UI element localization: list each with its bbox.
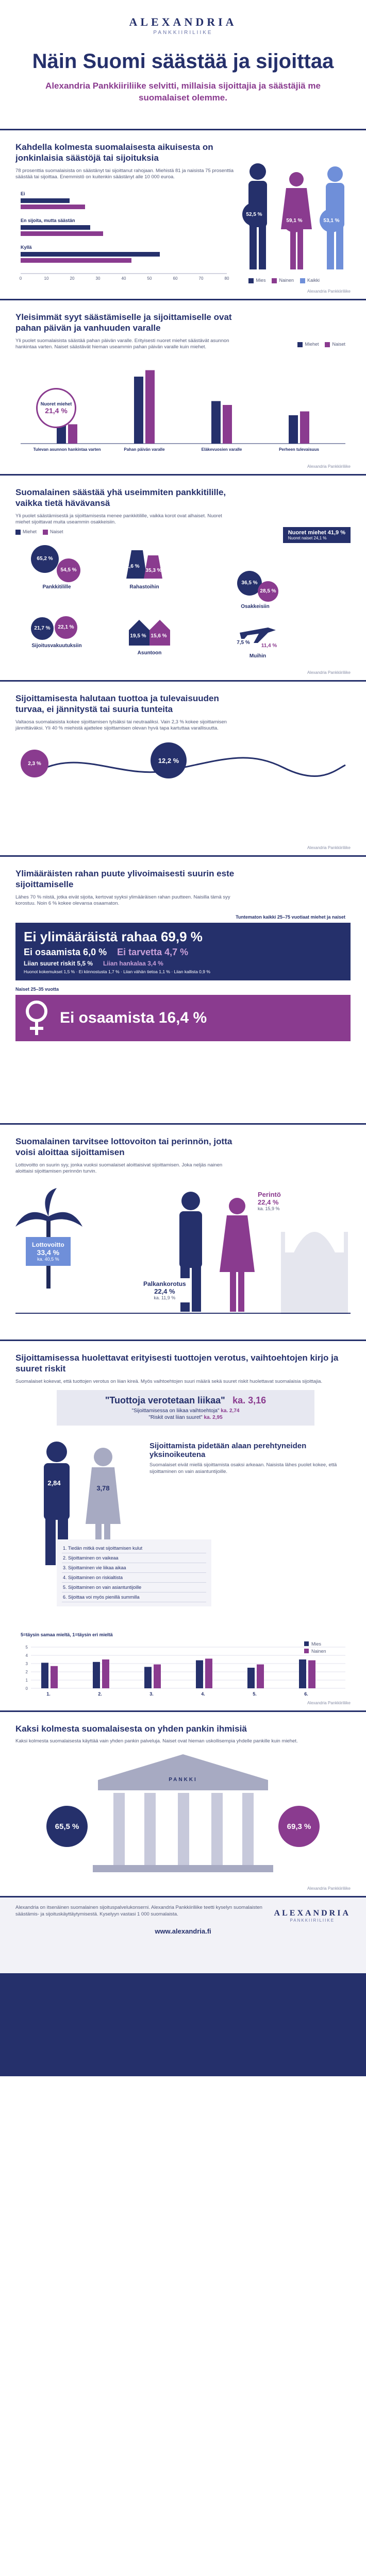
quote1-text: "Tuottoja verotetaan liikaa" (105, 1395, 225, 1406)
inherit-value: 22,4 % (258, 1198, 279, 1207)
tick-label: 0 (19, 276, 22, 281)
callout-title: Nuoret miehet (40, 401, 72, 406)
bar (196, 1660, 203, 1688)
women-label: Naiset 25–35 vuotta (15, 987, 59, 992)
legend-label: Nainen (311, 1649, 326, 1654)
house-label: Asuntoon (137, 650, 162, 656)
quote3-text: "Riskit ovat liian suuret" (148, 1415, 203, 1421)
section-title: Kahdella kolmesta suomalaisesta aikuisesta on jonkinlaisia säästöjä tai sijoituksia (15, 142, 213, 163)
inherit-label: Perintö (258, 1191, 281, 1199)
bar (205, 1659, 212, 1689)
category-label: 1. (46, 1691, 51, 1697)
left-value: 2,84 (47, 1479, 61, 1487)
legend (248, 278, 320, 283)
bar (134, 377, 143, 444)
section-body: Lottovoitto on suurin syy, jonka vuoksi suomalaiset aloittaisivat sijoittamisen. Joka neljäs nainen aloittaisi sijoittamisen perinnön turvin. (15, 1162, 223, 1175)
section-body: Kaksi kolmesta suomalaisesta käyttää vain yhden pankin palveluja. Naiset ovat hieman uskollisempia yhdelle pankille kuin miehet. (15, 1738, 298, 1744)
section-barriers (0, 855, 366, 1123)
list-item: 3. Sijoittaminen vie liikaa aikaa (62, 1563, 206, 1573)
insurance-label: Sijoitusvakuutuksiin (31, 642, 82, 649)
legend-women: Naiset (332, 342, 345, 347)
footnote: Alexandria Pankkiiriliike (307, 670, 351, 675)
bar (21, 225, 90, 230)
purple-band (15, 995, 351, 1041)
bar (257, 1665, 264, 1688)
section-body: Yli puolet suomalaisista säästää pahan päivän varalle. Erityisesti nuoret miehet säästävät asunnon hankintaa varten. Naiset säästävät hieman useammin pahan päivän varalle kuin miehet. (15, 337, 229, 350)
insurance-men-value: 21,7 % (31, 617, 54, 640)
fund-men-value: 42,6 % (123, 564, 140, 570)
main-line: Ei ylimääräistä rahaa 69,9 % (24, 929, 203, 945)
other-men-value: 7,5 % (237, 640, 250, 646)
footer-logo-main: ALEXANDRIA (274, 1909, 351, 1918)
inherit-box (258, 1191, 281, 1211)
section-title: Sijoittamisessa huolettavat erityisesti tuottojen verotus, vaihtoehtojen kirjo ja suuret riskit (15, 1353, 339, 1374)
triggers-scene (15, 1180, 351, 1319)
women-value: Ei osaamista 16,4 % (60, 1009, 207, 1027)
list-item: 6. Sijoittaa voi myös pienillä summilla (62, 1592, 206, 1602)
footer-logo-sub: PANKKIIRILIIKE (290, 1918, 335, 1923)
list-title: Sijoittamista pidetään alaan perehtyneiden yksinoikeutena (149, 1442, 307, 1460)
category-label: Perheen tulevaisuus (279, 447, 319, 452)
category-label: Kyllä (21, 245, 32, 250)
tick-label: 5 (25, 1645, 28, 1650)
list-item: 1. Tiedän mitkä ovat sijoittamisen kulut (62, 1544, 206, 1553)
stocks-men-value: 36,5 % (237, 571, 262, 596)
line2-right: Ei tarvetta 4,7 % (117, 947, 189, 958)
section-reasons (0, 299, 366, 474)
tick-label: 60 (173, 276, 178, 281)
tick-label: 4 (25, 1653, 28, 1658)
raise-value: 22,4 % (154, 1287, 175, 1296)
tick-label: 3 (25, 1662, 28, 1667)
footnote: Alexandria Pankkiiriliike (307, 289, 351, 294)
legend-swatch (304, 1641, 309, 1646)
logo-sub: PANKKIIRILIIKE (153, 30, 213, 36)
tick-label: 10 (44, 276, 49, 281)
section-body: Lähes 70 % niistä, jotka eivät sijoita, kertovat syyksi ylimääräisen rahan puutteen. Naisilla tämä syy korostuu. Noin 6 % kokee olevansa osaamaton. (15, 894, 230, 907)
exciting-value: 2,3 % (21, 750, 48, 777)
legend-women: Naiset (50, 529, 63, 535)
person-value: 52,5 % (242, 202, 266, 226)
line2-left: Ei osaamista 6,0 % (24, 947, 107, 958)
category-label: Pahan päivän varalle (124, 447, 165, 452)
house-men-value: 19,5 % (130, 633, 146, 639)
category-label: En sijoita, mutta säästän (21, 218, 75, 224)
line3-right: Liian hankalaa 3,4 % (103, 960, 163, 968)
footnote: Alexandria Pankkiiriliike (307, 845, 351, 850)
legend-kaikki: Kaikki (307, 278, 320, 283)
bar (308, 1660, 315, 1688)
tick-label: 1 (25, 1678, 28, 1683)
bar (21, 252, 160, 257)
section-worries (0, 1340, 366, 1710)
category-label: Eläkevuosien varalle (201, 447, 242, 452)
legend-label: Mies (311, 1641, 322, 1647)
tick-label: 0 (25, 1686, 28, 1691)
house-women-value: 15,6 % (151, 633, 167, 639)
navy-band (15, 923, 351, 980)
bar (247, 1668, 255, 1688)
logo-main: ALEXANDRIA (129, 15, 237, 28)
quote2-value: ka. 2,74 (221, 1408, 240, 1414)
raise-box (139, 1278, 190, 1302)
tick-label: 2 (25, 1670, 28, 1675)
bar (299, 1659, 306, 1688)
quote1-value: ka. 3,16 (232, 1395, 267, 1406)
bar (21, 231, 103, 236)
landmark-icon (281, 1232, 348, 1314)
callout-value: 21,4 % (45, 406, 68, 415)
footnote: Alexandria Pankkiiriliike (307, 1886, 351, 1891)
quote2-text: "Sijoittamisessa on liikaa vaihtoehtoja" (131, 1408, 220, 1414)
logo[interactable] (0, 0, 366, 36)
legend-mies: Mies (256, 278, 266, 283)
section-title: Suomalainen säästää yhä useimmiten pankkitilille, vaikka tietä hävävansä (15, 487, 226, 509)
section-body: 78 prosenttia suomalaisista on säästänyt tai sijoittanut rahojaan. Miehistä 81 ja naisista 75 prosenttia säästää tai sijoittaa. Enemmistö on kuitenkin säästänyt alle 10 000 euroa. (15, 167, 234, 180)
other-women-value: 11,4 % (261, 643, 277, 649)
bar (21, 205, 85, 209)
other-label: Muihin (249, 653, 267, 659)
young-men-callout (36, 388, 76, 428)
bank-label: PANKKI (169, 1777, 197, 1783)
statements-chart-svg (15, 1639, 351, 1701)
tick-label: 30 (95, 276, 101, 281)
category-label: 3. (149, 1691, 154, 1697)
barriers-box (15, 914, 351, 1069)
expert-block (149, 1442, 345, 1476)
section-body: Yli puolet säästämisestä ja sijoittamisesta menee pankkitilille, vaikka korot ovat alhaiset. Nuoret miehet sijoittavat muita useammin osakkeisiin. (15, 513, 222, 526)
insurance-women-value: 22,1 % (55, 616, 77, 639)
category-label: 5. (253, 1691, 257, 1697)
footer-logo[interactable] (274, 1909, 351, 1923)
bar (68, 425, 77, 444)
section-title: Yleisimmät syyt säästämiselle ja sijoittamiselle ovat pahan päivän ja vanhuuden varalle (15, 312, 232, 333)
fund-label: Rahastoihin (129, 584, 159, 590)
stocks-label: Osakkeisiin (241, 603, 270, 609)
lotto-sub: ka. 40,5 % (37, 1257, 59, 1262)
tick-label: 80 (224, 276, 229, 281)
statement-list (57, 1539, 211, 1606)
line4: Huonot kokemukset 1,5 % · Ei kiinnostusta 1,7 % · Liian vähän tietoa 1,1 % · Liian kallista 0,9 % (24, 969, 210, 975)
badge-sub: Nuoret naiset 24,1 % (288, 536, 327, 540)
bar (211, 401, 221, 444)
category-label: Tulevan asunnon hankintaa varten (33, 447, 101, 452)
bank-men-value: 65,2 % (31, 545, 59, 573)
page-title: Näin Suomi säästää ja sijoittaa (32, 50, 334, 73)
person-value: 59,1 % (282, 209, 306, 232)
attitude-chart (15, 739, 351, 796)
bar (300, 412, 309, 444)
section-title: Ylimääräisten rahan puute ylivoimaisesti suurin este sijoittamiselle (15, 869, 235, 890)
women-value: 69,3 % (278, 1806, 320, 1847)
bar (102, 1659, 109, 1688)
section-title: Suomalainen tarvitsee lottovoiton tai perinnön, jotta voisi aloittaa sijoittamisen (15, 1137, 232, 1158)
chart-title: 5=täysin samaa mieltä, 1=täysin eri mieltä (21, 1632, 113, 1638)
legend (297, 342, 345, 347)
tick-label: 40 (121, 276, 126, 281)
section-body: Valtaosa suomalaisista kokee sijoittamisen tylsäksi tai neutraaliksi. Vain 2,3 % kokee sijoittamisen jännittäväksi. Yli 40 % miehistä ajattelee sijoittamisen olevan hyvä tapa kartuttaa varallisuutta. (15, 719, 227, 732)
section-title: Kaksi kolmesta suomalaisesta on yhden pankin ihmisiä (15, 1724, 247, 1734)
section-attitudes (0, 680, 366, 855)
list-item: 5. Sijoittaminen on vain asiantuntijoille (62, 1583, 206, 1592)
saving-targets (15, 540, 351, 674)
savings-chart-svg (15, 186, 232, 289)
category-label: 6. (304, 1691, 308, 1697)
category-label: 4. (201, 1691, 205, 1697)
tick-label: 50 (147, 276, 152, 281)
bar (144, 1667, 152, 1689)
legend-swatch (304, 1649, 309, 1653)
stocks-women-value: 28,5 % (258, 581, 278, 602)
bar (51, 1666, 58, 1688)
footnote: Alexandria Pankkiiriliike (307, 1701, 351, 1705)
worries-wrap (15, 1390, 351, 1704)
list-item: 4. Sijoittaminen on riskialtista (62, 1573, 206, 1583)
neutral-value: 12,2 % (151, 742, 187, 778)
woman-figure (220, 1198, 255, 1312)
bar (93, 1662, 100, 1688)
section-body: Suomalaiset kokevat, että tuottojen verotus on liian kireä. Myös vaihtoehtojen suuri määrä sekä suuret riskit huolettavat suomalaisia sijoittajia. (15, 1378, 323, 1384)
bar (21, 198, 70, 203)
tick-label: 20 (70, 276, 75, 281)
bottom-bar (0, 1973, 366, 2076)
fund-women-value: 35,3 % (145, 568, 162, 574)
lotto-box (26, 1237, 71, 1266)
list-body: Suomalaiset eivät miellä sijoittamista osaksi arkeaan. Naisista lähes puolet kokee, että sijoittaminen on vain asiantuntijoille. (149, 1462, 337, 1475)
bar (154, 1665, 161, 1688)
tick-label: 70 (198, 276, 204, 281)
header (0, 0, 366, 129)
page-subtitle: Alexandria Pankkiiriliike selvitti, millaisia sijoittajia ja säästäjiä me suomalaiset olemme. (45, 81, 321, 103)
bank-label: Pankkitilille (42, 584, 71, 590)
footnote: Alexandria Pankkiiriliike (307, 464, 351, 469)
lotto-label: Lottovoitto (32, 1241, 64, 1249)
footer (0, 1896, 366, 1973)
inherit-sub: ka. 15,9 % (258, 1206, 280, 1212)
bar (289, 415, 298, 444)
bar (145, 370, 155, 444)
band-label: Tuntematon kaikki 25–75 vuotiaat miehet ja naiset (236, 914, 345, 920)
section-where-save (0, 474, 366, 680)
section-title: Sijoittamisesta halutaan tuottoa ja tulevaisuuden turvaa, ei jännitystä tai suuria tunteita (15, 693, 219, 715)
legend-men: Miehet (305, 342, 319, 347)
footer-link[interactable]: www.alexandria.fi (155, 1927, 211, 1935)
bank-women-value: 54,5 % (57, 558, 80, 582)
men-value: 65,5 % (46, 1806, 88, 1847)
quote-tax (57, 1390, 314, 1426)
bar (223, 405, 232, 444)
category-label: Ei (21, 191, 25, 197)
lotto-value: 33,4 % (37, 1248, 60, 1257)
section-savings-share (0, 129, 366, 299)
category-label: 2. (98, 1691, 102, 1697)
person-value: 53,1 % (320, 209, 343, 232)
footer-text: Alexandria on itsenäinen suomalainen sijoituspalvelukonserni. Alexandria Pankkiiriliike teetti kyselyn suomalaisten säästämis- ja sijoituskäyttäytymisestä. Kyselyyn vastasi 1 000 suomalaista. (15, 1905, 262, 1917)
section-triggers (0, 1123, 366, 1340)
bank-wrap (15, 1749, 351, 1878)
quote3-value: ka. 2,95 (204, 1415, 223, 1421)
female-symbol-icon (24, 1000, 49, 1036)
raise-label: Palkankorotus (143, 1280, 186, 1288)
bar (41, 1663, 48, 1689)
legend-men: Miehet (23, 529, 37, 535)
list-item: 2. Sijoittaminen on vaikeaa (62, 1553, 206, 1563)
right-value: 3,78 (96, 1484, 110, 1492)
section-one-bank (0, 1710, 366, 1896)
bar (21, 258, 131, 263)
legend-nainen: Nainen (279, 278, 294, 283)
line3-left: Liian suuret riskit 5,5 % (24, 960, 93, 968)
raise-sub: ka. 11,9 % (154, 1295, 176, 1301)
badge-title: Nuoret miehet 41,9 % (288, 530, 345, 536)
